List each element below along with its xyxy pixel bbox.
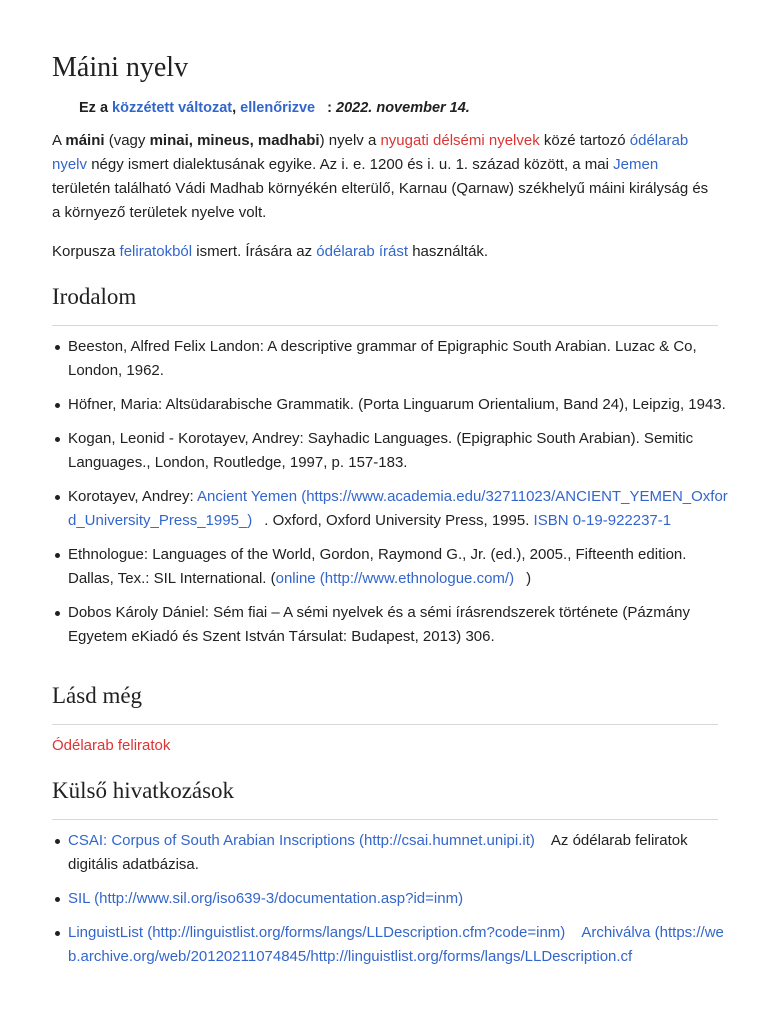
bullet-icon (55, 495, 60, 500)
bullet-icon (55, 611, 60, 616)
corpus-paragraph (52, 240, 718, 264)
ethnologue-online-link[interactable]: online (http://www.ethnologue.com/) (275, 570, 515, 587)
inscriptions-link[interactable]: feliratokból (119, 243, 193, 260)
list-item-text: Dobos Károly Dániel: Sém fiai – A sémi nyelvek és a sémi írásrendszerek története (Pázmány Egyetem eKiadó és Szent István Társulat: Budapest, 2013) 306. (68, 604, 690, 645)
section-heading-kulso: Külső hivatkozások (52, 775, 718, 820)
list-item (68, 485, 734, 533)
intro-bold-term: máini (65, 132, 105, 149)
bullet-icon (55, 553, 60, 558)
bullet-icon (55, 931, 60, 936)
list-item (68, 393, 734, 417)
bullet-icon (55, 403, 60, 408)
bullet-icon (55, 839, 60, 844)
intro-text: területén található Vádi Madhab környékén elterülő, Karnau (Qarnaw) székhelyű máini királyság és a környező területek nyelve volt. (52, 180, 709, 221)
section-heading-irodalom: Irodalom (52, 281, 718, 326)
csai-link[interactable]: CSAI: Corpus of South Arabian Inscriptions (http://csai.humnet.unipi.it) (68, 832, 535, 849)
list-item-text: Höfner, Maria: Altsüdarabische Grammatik. (Porta Linguarum Orientalium, Band 24), Leipzig, 1943. (68, 396, 726, 413)
west-south-semitic-link[interactable]: nyugati délsémi nyelvek (380, 132, 540, 149)
list-item (68, 335, 734, 383)
corpus-text: Korpusza (52, 243, 120, 260)
revision-comma: , (232, 100, 237, 116)
see-also-paragraph (52, 734, 718, 758)
intro-text: A (52, 132, 66, 149)
corpus-text: ismert. Írására az (192, 243, 317, 260)
bullet-icon (55, 345, 60, 350)
sil-link[interactable]: SIL (http://www.sil.org/iso639-3/documentation.asp?id=inm) (68, 890, 464, 907)
list-item-text: Az ódélarab feliratok digitális adatbázisa. (68, 832, 688, 873)
list-item (68, 427, 734, 475)
intro-bold-alternatives: minai, mineus, madhabi (149, 132, 320, 149)
old-south-arabian-language-link[interactable]: ódélarab nyelv (52, 132, 689, 173)
intro-paragraph (52, 129, 718, 225)
bullet-icon (55, 437, 60, 442)
revision-prefix: Ez a (79, 100, 109, 116)
list-item-text: Ethnologue: Languages of the World, Gordon, Raymond G., Jr. (ed.), 2005., Fifteenth edition. Dallas, Tex.: SIL International. ( (68, 546, 687, 587)
isbn-link[interactable]: ISBN 0-19-922237-1 (533, 512, 672, 529)
intro-text: közé tartozó (539, 132, 630, 149)
page-title: Máini nyelv (52, 52, 189, 83)
yemen-link[interactable]: Jemen (613, 156, 659, 173)
list-item-text: Korotayev, Andrey: (68, 488, 197, 505)
old-south-arabian-inscriptions-link[interactable]: Ódélarab feliratok (52, 737, 171, 754)
section-heading-lasd-meg: Lásd még (52, 680, 718, 725)
list-item-text: Beeston, Alfred Felix Landon: A descriptive grammar of Epigraphic South Arabian. Luzac & Co, London, 1962. (68, 338, 697, 379)
archived-link[interactable]: Archiválva (https://web.archive.org/web/20120211074845/http://linguistlist.org/forms/langs/LLDescription.cf (68, 924, 724, 965)
old-south-arabian-script-link[interactable]: ódélarab írást (316, 243, 409, 260)
intro-text: négy ismert dialektusának egyike. Az i. e. 1200 és i. u. 1. század között, a mai (87, 156, 614, 173)
list-item (68, 829, 734, 877)
list-item-text: Kogan, Leonid - Korotayev, Andrey: Sayhadic Languages. (Epigraphic South Arabian). Semitic Languages., London, Routledge, 1997, p. 157-183. (68, 430, 694, 471)
ancient-yemen-link[interactable]: Ancient Yemen (https://www.academia.edu/32711023/ANCIENT_YEMEN_Oxford_University_Press_1995_) (68, 488, 728, 529)
list-item-text: ) (526, 570, 532, 587)
list-item (68, 543, 734, 591)
revision-notice (79, 98, 470, 118)
external-links-list (52, 829, 734, 979)
bullet-icon (55, 897, 60, 902)
list-item-text: . Oxford, Oxford University Press, 1995. (264, 512, 534, 529)
checked-link[interactable]: ellenőrizve (240, 100, 316, 116)
intro-text: (vagy (104, 132, 150, 149)
list-item (68, 887, 734, 911)
intro-text: ) nyelv a (319, 132, 381, 149)
list-item (68, 921, 734, 969)
published-version-link[interactable]: közzétett változat (112, 100, 233, 116)
corpus-text: használták. (408, 243, 489, 260)
linguistlist-link[interactable]: LinguistList (http://linguistlist.org/forms/langs/LLDescription.cfm?code=inm) (68, 924, 566, 941)
literature-list (52, 335, 734, 659)
revision-colon: : (327, 100, 332, 116)
list-item (68, 601, 734, 649)
revision-date: 2022. november 14. (336, 100, 470, 116)
